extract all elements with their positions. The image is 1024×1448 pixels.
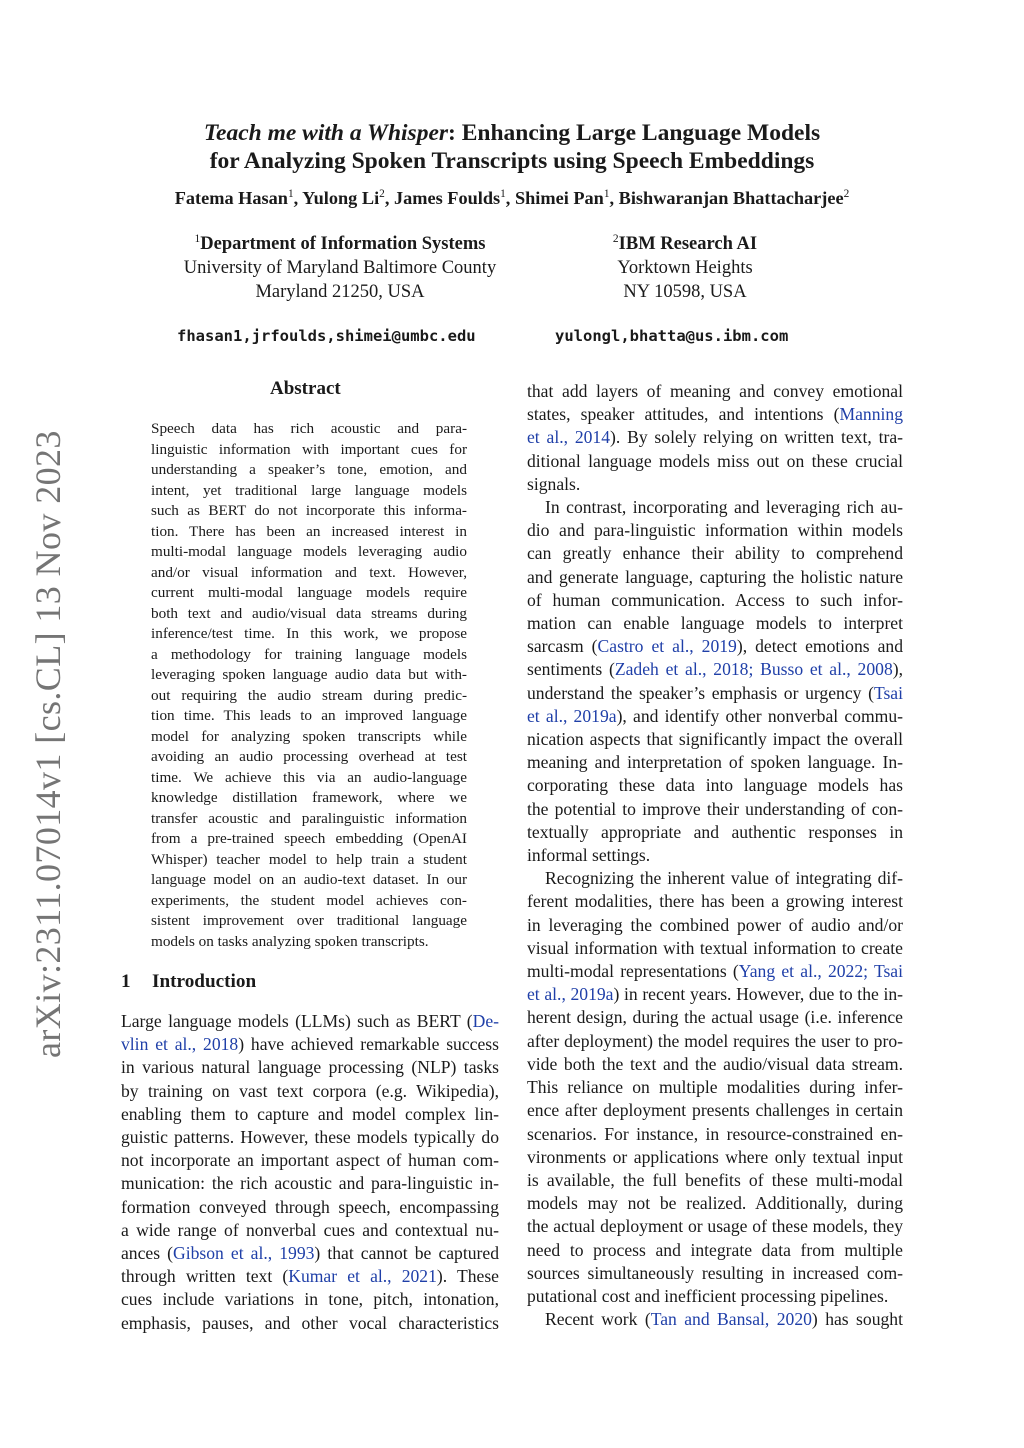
abstract-line: sistent improvement over traditional language — [151, 912, 467, 930]
citation-link[interactable]: et al., 2019a — [527, 984, 614, 1005]
citation-link[interactable]: et al., 2014 — [527, 427, 611, 448]
abstract-line: inference/test time. In this work, we propose — [151, 625, 467, 643]
author-affiliation-mark: 2 — [379, 187, 385, 200]
author-list: Fatema Hasan$^1$, Yulong Li$^2$, James Foulds$^1$, Shimei Pan$^1$, Bishwaranjan Bhattacharjee$^2$ — [174, 187, 850, 208]
right-column-text-line: et al., 2019a), and identify other nonverbal commu- — [527, 705, 903, 726]
abstract-line: tion. There has been an increased interest in — [151, 522, 467, 540]
left-column-text-line: emphasis, pauses, and other vocal characteristics — [121, 1312, 499, 1333]
affiliation-mark: 2 — [612, 232, 619, 245]
right-column-text-line: of human communication. Access to such infor- — [527, 589, 903, 610]
abstract-line: and/or visual information and text. However, — [151, 563, 467, 581]
affiliation-umbc — [140, 232, 540, 304]
right-column-text-line: putational cost and inefficient processing pipelines. — [527, 1285, 889, 1306]
right-column-text-line: the actual deployment or usage of these models, they — [527, 1216, 903, 1237]
citation-link[interactable]: vlin et al., 2018 — [121, 1034, 239, 1055]
right-column-text-line: after deployment) the model requires the user to pro- — [527, 1030, 903, 1051]
right-column-text-line: meaning and interpretation of spoken language. In- — [527, 752, 903, 773]
right-column-text-line: sentiments (Zadeh et al., 2018; Busso et al., 2008), — [527, 659, 904, 680]
citation-link[interactable]: De- — [472, 1011, 499, 1031]
abstract-line: model for analyzing spoken transcripts while — [151, 727, 467, 745]
abstract-line: such as BERT do not incorporate this informa- — [151, 502, 467, 520]
affiliation-university: University of Maryland Baltimore County — [183, 258, 497, 278]
abstract-line: tion time. This leads to an improved language — [151, 707, 467, 725]
abstract-line: knowledge distillation framework, where we — [151, 789, 467, 807]
abstract-line: current multi-modal language models require — [151, 584, 467, 602]
right-column-text-line: textually appropriate and authentic responses in — [527, 821, 903, 842]
citation-link[interactable]: Gibson et al., 1993 — [173, 1243, 315, 1264]
author-affiliation-mark: 1 — [500, 187, 506, 200]
left-column-text-line: in various natural language processing (NLP) tasks — [121, 1057, 499, 1078]
left-column-text-line: a wide range of nonverbal cues and contextual nu- — [121, 1219, 499, 1240]
right-column-text-line: models may not be realized. Additionally, during — [527, 1193, 903, 1214]
email-umbc: fhasan1,jrfoulds,shimei@umbc.edu — [177, 327, 476, 345]
abstract-line: time. We achieve this via an audio-language — [151, 768, 467, 786]
abstract-line: both text and audio/visual data streams during — [151, 604, 467, 622]
abstract-line: experiments, the student model achieves con- — [151, 891, 467, 909]
abstract-line: multi-modal language models leveraging audio — [151, 543, 467, 561]
abstract-line: understanding a speaker’s tone, emotion, and — [151, 461, 467, 479]
right-column-text-line: vironments or applications where only textual input — [527, 1146, 903, 1167]
email-ibm: yulongl,bhatta@us.ibm.com — [555, 327, 789, 345]
affiliation-ibm — [535, 232, 835, 304]
right-column-text-line: understand the speaker’s emphasis or urgency (Tsai — [527, 682, 903, 703]
author-name: Shimei Pan — [514, 188, 604, 208]
section-heading-introduction — [121, 971, 256, 993]
left-column-text-line: cues include variations in tone, pitch, intonation, — [121, 1289, 499, 1310]
right-column-text-line: ferent modalities, there has been a growing interest — [527, 891, 903, 912]
author-affiliation-mark: 2 — [843, 187, 850, 200]
right-column-text-line: sources simultaneously resulting in increased com- — [527, 1262, 903, 1283]
right-column-text-line: is available, the full benefits of these multi-modal — [527, 1169, 903, 1190]
section-number: 1 — [121, 971, 131, 992]
affiliation-mark: 1 — [194, 232, 201, 245]
title-line-1-rest: : Enhancing Large Language Models — [448, 120, 821, 146]
right-column-text-line: can greatly enhance their ability to comprehend — [527, 543, 903, 564]
right-column-text-line: and generate language, capturing the holistic nature — [527, 566, 903, 587]
arxiv-stamp: arXiv:2311.07014v1 [cs.CL] 13 Nov 2023 — [28, 430, 68, 1058]
affiliation-address: NY 10598, USA — [623, 282, 747, 302]
right-column-text-line: scenarios. For instance, in resource-constrained en- — [527, 1123, 903, 1144]
citation-link[interactable]: et al., 2019a — [527, 705, 617, 726]
right-column-text-line: states, speaker attitudes, and intentions (Manning — [527, 404, 903, 425]
abstract-line: a methodology for training language models — [151, 645, 467, 663]
left-column-text-line: formation conveyed through speech, encompassing — [121, 1196, 499, 1217]
right-column-text-line: in leveraging the combined power of audio and/or — [527, 914, 903, 935]
left-column-text-line: ances (Gibson et al., 1993) that cannot be captured — [121, 1243, 500, 1264]
left-column-text-line: Large language models (LLMs) such as BERT (De- — [121, 1011, 499, 1031]
section-title: Introduction — [152, 971, 257, 992]
right-column-text-line: This reliance on multiple modalities during infer- — [527, 1077, 903, 1098]
right-column-text-line: dio and para-linguistic information within models — [527, 520, 903, 541]
author-name: Yulong Li — [302, 188, 380, 208]
right-column-text-line: that add layers of meaning and convey emotional — [527, 381, 903, 401]
affiliation-org: IBM Research AI — [618, 234, 758, 254]
author-name: Fatema Hasan — [174, 188, 288, 208]
title-italic-part: Teach me with a Whisper — [203, 120, 449, 146]
affiliation-dept: Department of Information Systems — [200, 234, 486, 254]
author-name: James Foulds — [393, 188, 501, 208]
abstract-line: avoiding an audio processing overhead at test — [151, 748, 467, 766]
right-column-text-line: multi-modal representations (Yang et al., 2022; Tsai — [527, 961, 904, 982]
right-column-text-line: nication aspects that significantly impact the overall — [527, 729, 903, 750]
abstract-line: language model on an audio-text dataset. In our — [151, 871, 467, 889]
author-name: Bishwaranjan Bhattacharjee — [618, 188, 844, 208]
citation-link[interactable]: Tan and Bansal, 2020 — [650, 1309, 812, 1330]
citation-link[interactable]: Yang et al., 2022; Tsai — [738, 961, 904, 982]
left-column-text-line: enabling them to capture and model complex lin- — [121, 1103, 499, 1124]
right-column-text-line: mation can enable language models to interpret — [527, 613, 903, 634]
right-column-text-line: sarcasm (Castro et al., 2019), detect emotions and — [527, 636, 904, 657]
author-affiliation-mark: 1 — [603, 187, 610, 200]
citation-link[interactable]: Tsai — [873, 682, 903, 703]
citation-link[interactable]: Zadeh et al., 2018; Busso et al., 2008 — [614, 659, 893, 680]
left-column-text-line: through written text (Kumar et al., 2021). These — [121, 1266, 499, 1287]
right-column-text-line: Recognizing the inherent value of integrating dif- — [545, 868, 903, 889]
right-column-text-line: In contrast, incorporating and leveraging rich au- — [545, 497, 903, 518]
right-column-text-line: herent design, during the actual usage (i.e. inference — [527, 1007, 903, 1028]
abstract-line: from a pre-trained speech embedding (OpenAI — [151, 830, 467, 848]
right-column-text-line: the potential to improve their understanding of con- — [527, 798, 903, 819]
right-column-text-line: Recent work (Tan and Bansal, 2020) has sought — [545, 1309, 903, 1330]
citation-link[interactable]: Manning — [839, 404, 903, 425]
citation-link[interactable]: Castro et al., 2019 — [597, 636, 737, 657]
citation-link[interactable]: Kumar et al., 2021 — [288, 1266, 437, 1287]
affiliation-address: Maryland 21250, USA — [255, 282, 425, 302]
abstract-line: transfer acoustic and paralinguistic information — [151, 809, 467, 827]
left-column-text-line: munication: the rich acoustic and para-linguistic in- — [121, 1173, 499, 1194]
title-line-1 — [100, 119, 924, 147]
right-column-text-line: signals. — [527, 473, 581, 494]
abstract-line: Speech data has rich acoustic and para- — [151, 420, 467, 437]
abstract-body — [151, 419, 467, 952]
right-column-text-line: informal settings. — [527, 845, 651, 866]
title-line-2: for Analyzing Spoken Transcripts using Speech Embeddings — [209, 148, 815, 174]
affiliation-location: Yorktown Heights — [617, 258, 753, 278]
right-column-text-line: corporating these data into language models has — [527, 775, 903, 796]
left-column-text-line: by training on vast text corpora (e.g. Wikipedia), — [121, 1080, 499, 1101]
author-affiliation-mark: 1 — [287, 187, 294, 200]
right-column-text-line: ence after deployment presents challenges in certain — [527, 1100, 903, 1121]
abstract-line: leveraging spoken language audio data but with- — [151, 666, 467, 684]
left-column-text-line: vlin et al., 2018) have achieved remarkable success — [121, 1034, 499, 1055]
right-column-text-line: ditional language models miss out on these crucial — [527, 450, 903, 471]
abstract-line: Whisper) teacher model to help train a student — [151, 850, 467, 868]
left-column-text-line: not incorporate an important aspect of human com- — [121, 1150, 499, 1171]
right-column-text-line: vide both the text and the audio/visual data stream. — [527, 1053, 903, 1074]
left-column-body — [121, 1010, 499, 1335]
right-column-text-line: et al., 2019a) in recent years. However, due to the in- — [527, 984, 903, 1005]
abstract-line: intent, yet traditional large language models — [151, 481, 467, 499]
abstract-line: linguistic information with important cues for — [151, 440, 467, 458]
right-column-body — [527, 380, 903, 1331]
abstract-heading: Abstract — [270, 378, 341, 399]
abstract-line: out requiring the audio stream during predic- — [151, 686, 467, 704]
paper-title — [100, 119, 924, 175]
affiliation-name — [535, 232, 835, 256]
left-column-text-line: guistic patterns. However, these models typically do — [121, 1127, 499, 1148]
right-column-text-line: need to process and integrate data from multiple — [527, 1239, 903, 1260]
abstract-line: models on tasks analyzing spoken transcripts. — [151, 932, 429, 950]
right-column-text-line: et al., 2014). By solely relying on written text, tra- — [527, 427, 903, 448]
right-column-text-line: visual information with textual information to create — [527, 937, 903, 958]
affiliation-name — [140, 232, 540, 256]
